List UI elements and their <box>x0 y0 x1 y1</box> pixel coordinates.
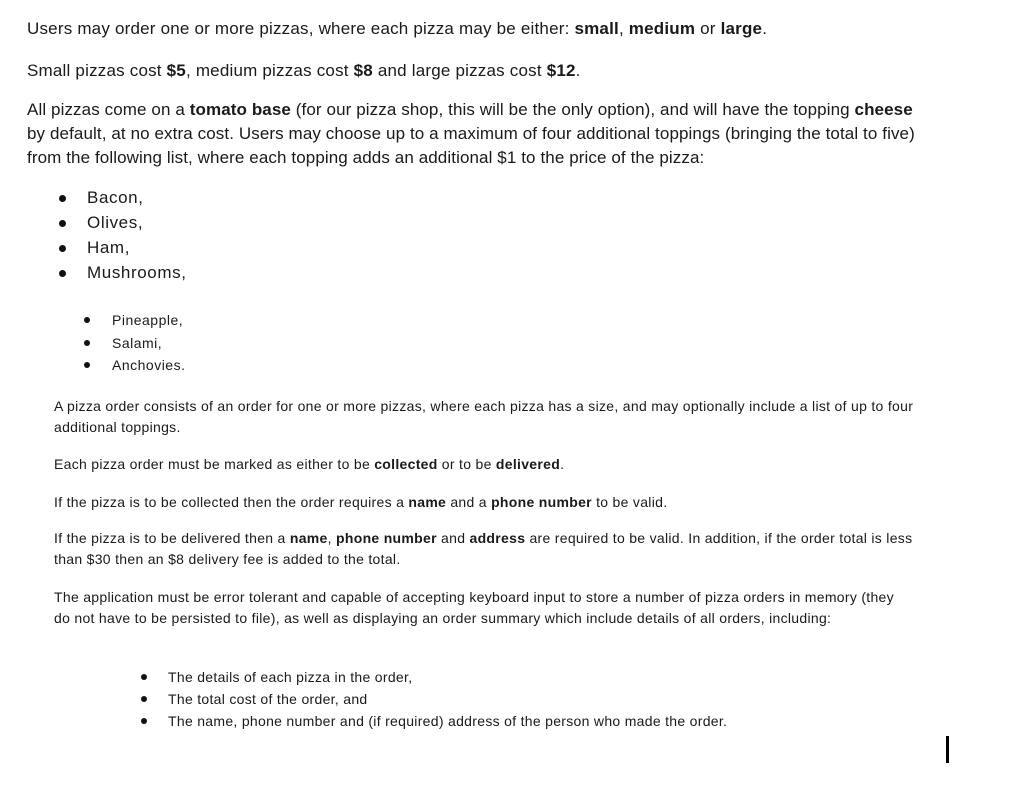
cheese: cheese <box>854 100 913 119</box>
order-definition: A pizza order consists of an order for one or more pizzas, where each pizza has a size, and may optionally include a list of up to four additional toppings. <box>54 398 914 435</box>
text: All pizzas come on a <box>27 100 190 119</box>
price-medium: $8 <box>353 61 373 80</box>
text: are required to be valid. In addition, if the order total is less than $30 then an $8 delivery fee is added to the total. <box>54 530 913 567</box>
collected: collected <box>374 456 438 472</box>
text-cursor <box>946 736 949 763</box>
intro-paragraph <box>27 18 767 40</box>
name: name <box>408 494 447 510</box>
text: . <box>575 61 581 80</box>
size-large: large <box>720 19 763 38</box>
list-item: The total cost of the order, and <box>54 688 727 710</box>
size-small: small <box>574 19 619 38</box>
list-item: The name, phone number and (if required) address of the person who made the order. <box>54 710 727 732</box>
application-requirements: The application must be error tolerant and capable of accepting keyboard input to store a number of pizza orders in memory (they do not have to be persisted to file), as well as displaying an order summary which include details of all orders, including: <box>54 589 894 626</box>
text: and large pizzas cost <box>372 61 547 80</box>
toppings-list <box>27 185 187 285</box>
text: , <box>618 19 629 38</box>
text: , <box>327 530 337 546</box>
prices-paragraph <box>27 60 581 82</box>
list-item: Ham, <box>27 235 187 260</box>
deliver-rule-paragraph <box>54 528 914 570</box>
delivered: delivered <box>495 456 561 472</box>
tomato-base: tomato base <box>189 100 291 119</box>
text: or <box>695 19 721 38</box>
text: (for our pizza shop, this will be the only option), and will have the topping <box>290 100 855 119</box>
list-item: Olives, <box>27 210 187 235</box>
text: . <box>762 19 768 38</box>
text: If the pizza is to be collected then the order requires a <box>54 494 409 510</box>
text: and a <box>446 494 492 510</box>
collect-rule-paragraph <box>54 492 914 513</box>
toppings-list-extra <box>54 309 185 377</box>
text: Each pizza order must be marked as either to be <box>54 456 375 472</box>
phone-number: phone number <box>491 494 592 510</box>
text: Small pizzas cost <box>27 61 167 80</box>
address: address <box>469 530 526 546</box>
list-item: Anchovies. <box>54 354 185 377</box>
price-small: $5 <box>166 61 186 80</box>
text: by default, at no extra cost. Users may choose up to a maximum of four additional toppings (bringing the total to five) from the following list, where each topping adds an additional $1 to the price of the pizza: <box>27 124 915 167</box>
text: to be valid. <box>591 494 668 510</box>
list-item: Pineapple, <box>54 309 185 332</box>
text: Users may order one or more pizzas, where each pizza may be either: <box>27 19 575 38</box>
name: name <box>289 530 328 546</box>
text: or to be <box>437 456 496 472</box>
size-medium: medium <box>628 19 696 38</box>
list-item: Salami, <box>54 332 185 355</box>
phone-number: phone number <box>336 530 437 546</box>
list-item: Mushrooms, <box>27 260 187 285</box>
price-large: $12 <box>546 61 576 80</box>
text: . <box>560 456 565 472</box>
list-item: Bacon, <box>27 185 187 210</box>
text: If the pizza is to be delivered then a <box>54 530 290 546</box>
text: and <box>436 530 470 546</box>
summary-list <box>54 666 727 732</box>
collected-delivered-paragraph <box>54 454 914 475</box>
list-item: The details of each pizza in the order, <box>54 666 727 688</box>
toppings-paragraph <box>27 98 927 170</box>
text: , medium pizzas cost <box>185 61 354 80</box>
